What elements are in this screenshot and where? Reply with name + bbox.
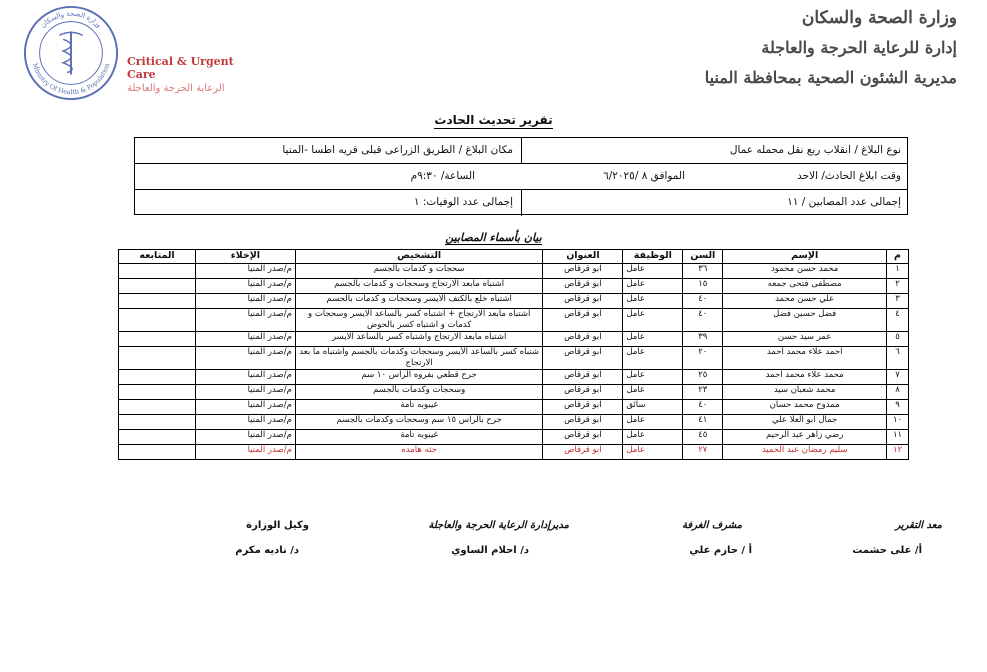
- patient-name: محمد شعبان سيد: [723, 385, 887, 400]
- patient-address: ابو قرقاص: [543, 415, 623, 430]
- ministry-logo: [22, 4, 120, 102]
- row-number: ٥: [887, 332, 909, 347]
- caduceus-icon: [59, 31, 83, 74]
- patient-name: محمد حسن محمود: [723, 264, 887, 279]
- patient-address: ابو قرقاص: [543, 309, 623, 332]
- header-no: م: [887, 250, 909, 264]
- row-number: ٩: [887, 400, 909, 415]
- undersecretary-title: وكيل الوزارة: [246, 520, 309, 531]
- supervisor-title: مشرف الغرفة: [682, 520, 742, 531]
- patient-diagnosis: اشتباه خلع بالكتف الايسر وسحجات و كدمات بالجسم: [295, 294, 543, 309]
- patient-follow-up: [119, 385, 196, 400]
- header-name: الإسم: [723, 250, 887, 264]
- patient-evacuation: م/صدر المنيا: [195, 264, 295, 279]
- patient-address: ابو قرقاص: [543, 347, 623, 370]
- patient-age: ٣٩: [683, 332, 723, 347]
- undersecretary-name: د/ ناديه مكرم: [235, 545, 299, 556]
- patient-evacuation: م/صدر المنيا: [195, 279, 295, 294]
- patient-address: ابو قرقاص: [543, 385, 623, 400]
- report-hour: الساعة/ ٩:٣٠م: [410, 170, 475, 182]
- header-evacuation: الإخلاء: [195, 250, 295, 264]
- patient-diagnosis: وسحجات وكدمات بالجسم: [295, 385, 543, 400]
- row-number: ٣: [887, 294, 909, 309]
- patient-evacuation: م/صدر المنيا: [195, 445, 295, 460]
- patient-follow-up: [119, 279, 196, 294]
- header-age: السن: [683, 250, 723, 264]
- table-row: [119, 332, 909, 347]
- table-row: [119, 347, 909, 370]
- patient-address: ابو قرقاص: [543, 294, 623, 309]
- table-row: [119, 370, 909, 385]
- header-address: العنوان: [543, 250, 623, 264]
- patient-name: عمر سيد حسن: [723, 332, 887, 347]
- row-number: ١٠: [887, 415, 909, 430]
- patient-age: ٤٠: [683, 400, 723, 415]
- casualties-table: [118, 249, 909, 460]
- incident-info-box: [134, 137, 908, 215]
- casualties-title: [0, 231, 987, 244]
- patient-diagnosis: غيبوبه تامة: [295, 430, 543, 445]
- row-number: ٦: [887, 347, 909, 370]
- row-number: ٧: [887, 370, 909, 385]
- table-row: [119, 400, 909, 415]
- patient-evacuation: م/صدر المنيا: [195, 347, 295, 370]
- patient-name: علي حسن محمد: [723, 294, 887, 309]
- patient-age: ٢٣: [683, 385, 723, 400]
- row-number: ١: [887, 264, 909, 279]
- table-row: [119, 415, 909, 430]
- logo-ring-text-bottom: Ministry Of Health & Population: [30, 62, 112, 97]
- patient-age: ٤٠: [683, 294, 723, 309]
- patient-job: عامل: [623, 279, 683, 294]
- header-diagnosis: التشخيص: [295, 250, 543, 264]
- table-row: [119, 385, 909, 400]
- incident-location: مكان البلاغ / الطريق الزراعى قبلى قريه اطسا -المنيا: [282, 144, 513, 156]
- patient-evacuation: م/صدر المنيا: [195, 385, 295, 400]
- info-row-time: [135, 164, 907, 190]
- table-row: [119, 445, 909, 460]
- table-row: [119, 309, 909, 332]
- patient-diagnosis: جرح قطعي بفروه الراس ١٠ سم: [295, 370, 543, 385]
- brand-english: Critical & Urgent Care: [127, 55, 234, 81]
- preparer-title: معد التقرير: [895, 520, 942, 531]
- brand-block: [127, 55, 257, 94]
- patient-address: ابو قرقاص: [543, 430, 623, 445]
- director-title: مديرإدارة الرعاية الحرجة والعاجلة: [428, 520, 569, 531]
- patient-follow-up: [119, 370, 196, 385]
- patient-job: عامل: [623, 347, 683, 370]
- department-heading: إدارة للرعاية الحرجة والعاجلة: [761, 38, 957, 57]
- row-number: ١١: [887, 430, 909, 445]
- directorate-heading: مديرية الشئون الصحية بمحافظة المنيا: [704, 68, 957, 87]
- patient-name: مصطفى فتحى جمعه: [723, 279, 887, 294]
- patient-name: احمد علاء محمد احمد: [723, 347, 887, 370]
- table-row: [119, 264, 909, 279]
- patient-name: جمال ابو العلا علي: [723, 415, 887, 430]
- patient-evacuation: م/صدر المنيا: [195, 309, 295, 332]
- table-row: [119, 279, 909, 294]
- patient-diagnosis: اشتباه مابعد الارتجاج واشتباه كسر بالساعد الايسر: [295, 332, 543, 347]
- row-number: ٨: [887, 385, 909, 400]
- patient-diagnosis: شتباه كسر بالساعد الأيسر وسحجات وكدمات بالجسم واشتباه ما بعد الارتجاج: [295, 347, 543, 370]
- supervisor-name: أ / حازم علي: [689, 545, 752, 556]
- patient-job: عامل: [623, 294, 683, 309]
- patient-age: ٤٠: [683, 309, 723, 332]
- patient-evacuation: م/صدر المنيا: [195, 332, 295, 347]
- report-date: الموافق ٨ /٦/٢٠٢٥: [603, 170, 685, 182]
- patient-follow-up: [119, 430, 196, 445]
- patient-age: ١٥: [683, 279, 723, 294]
- table-header-row: [119, 250, 909, 264]
- patient-name: ممدوح محمد حسان: [723, 400, 887, 415]
- patient-job: عامل: [623, 385, 683, 400]
- patient-diagnosis: اشتباه مابعد الارتجاج وسحجات و كدمات بالجسم: [295, 279, 543, 294]
- patient-follow-up: [119, 332, 196, 347]
- report-title-text: تقرير تحديث الحادث: [434, 113, 553, 127]
- patient-job: عامل: [623, 430, 683, 445]
- incident-type: نوع البلاغ / انقلاب ربع نقل محمله عمال: [729, 144, 901, 156]
- patient-address: ابو قرقاص: [543, 332, 623, 347]
- patient-follow-up: [119, 294, 196, 309]
- row-number: ٢: [887, 279, 909, 294]
- row-number: ٤: [887, 309, 909, 332]
- patient-name: سليم رمضان عبد الحميد: [723, 445, 887, 460]
- patient-age: ٢٠: [683, 347, 723, 370]
- patient-job: عامل: [623, 264, 683, 279]
- patient-follow-up: [119, 347, 196, 370]
- table-row: [119, 430, 909, 445]
- report-time: وقت ابلاغ الحادث/ الاحد: [797, 170, 901, 182]
- director-name: د/ احلام الساوي: [451, 545, 529, 556]
- patient-diagnosis: غيبوبه تامة: [295, 400, 543, 415]
- patient-evacuation: م/صدر المنيا: [195, 294, 295, 309]
- patient-age: ٣٦: [683, 264, 723, 279]
- patient-address: ابو قرقاص: [543, 400, 623, 415]
- patient-age: ٢٥: [683, 370, 723, 385]
- patient-job: عامل: [623, 370, 683, 385]
- patient-follow-up: [119, 400, 196, 415]
- row-number: ١٢: [887, 445, 909, 460]
- patient-job: عامل: [623, 445, 683, 460]
- patient-address: ابو قرقاص: [543, 264, 623, 279]
- info-row-type: [135, 138, 907, 164]
- preparer-name: أ/ على حشمت: [852, 545, 922, 556]
- ministry-heading: وزارة الصحة والسكان: [801, 8, 957, 28]
- patient-name: محمد علاء محمد احمد: [723, 370, 887, 385]
- patient-job: سائق: [623, 400, 683, 415]
- patient-evacuation: م/صدر المنيا: [195, 415, 295, 430]
- patient-diagnosis: جرح بالراس ١٥ سم وسحجات وكدمات بالجسم: [295, 415, 543, 430]
- patient-name: رضي زاهر عبد الرحيم: [723, 430, 887, 445]
- patient-diagnosis: اشتباه مابعد الارتجاج + اشتباه كسر بالساعد الايسر وسحجات و كدمات و اشتباه كسر بالحوض: [295, 309, 543, 332]
- patient-age: ٢٧: [683, 445, 723, 460]
- header-follow-up: المتابعه: [119, 250, 196, 264]
- patient-address: ابو قرقاص: [543, 370, 623, 385]
- patient-age: ٤٥: [683, 430, 723, 445]
- patient-job: عامل: [623, 415, 683, 430]
- patient-evacuation: م/صدر المنيا: [195, 430, 295, 445]
- patient-address: ابو قرقاص: [543, 279, 623, 294]
- header-job: الوظيفة: [623, 250, 683, 264]
- injured-total: إجمالى عدد المصابين / ١١: [787, 196, 901, 208]
- patient-name: فضل حسين فضل: [723, 309, 887, 332]
- patient-follow-up: [119, 445, 196, 460]
- patient-job: عامل: [623, 309, 683, 332]
- casualties-title-text: بيان بأسماء المصابين: [445, 231, 542, 244]
- patient-diagnosis: سحجات و كدمات بالجسم: [295, 264, 543, 279]
- logo-ring-text-top: وزارة الصحة والسكان: [39, 9, 103, 30]
- patient-evacuation: م/صدر المنيا: [195, 370, 295, 385]
- deaths-total: إجمالى عدد الوفيات: ١: [413, 196, 513, 208]
- brand-arabic: الرعاية الحرجة والعاجلة: [127, 83, 225, 94]
- patient-follow-up: [119, 309, 196, 332]
- table-row: [119, 294, 909, 309]
- patient-follow-up: [119, 264, 196, 279]
- patient-diagnosis: جثه هامده: [295, 445, 543, 460]
- patient-address: ابو قرقاص: [543, 445, 623, 460]
- patient-evacuation: م/صدر المنيا: [195, 400, 295, 415]
- info-row-totals: [135, 190, 907, 216]
- patient-job: عامل: [623, 332, 683, 347]
- patient-age: ٤١: [683, 415, 723, 430]
- patient-follow-up: [119, 415, 196, 430]
- report-title: [0, 113, 987, 127]
